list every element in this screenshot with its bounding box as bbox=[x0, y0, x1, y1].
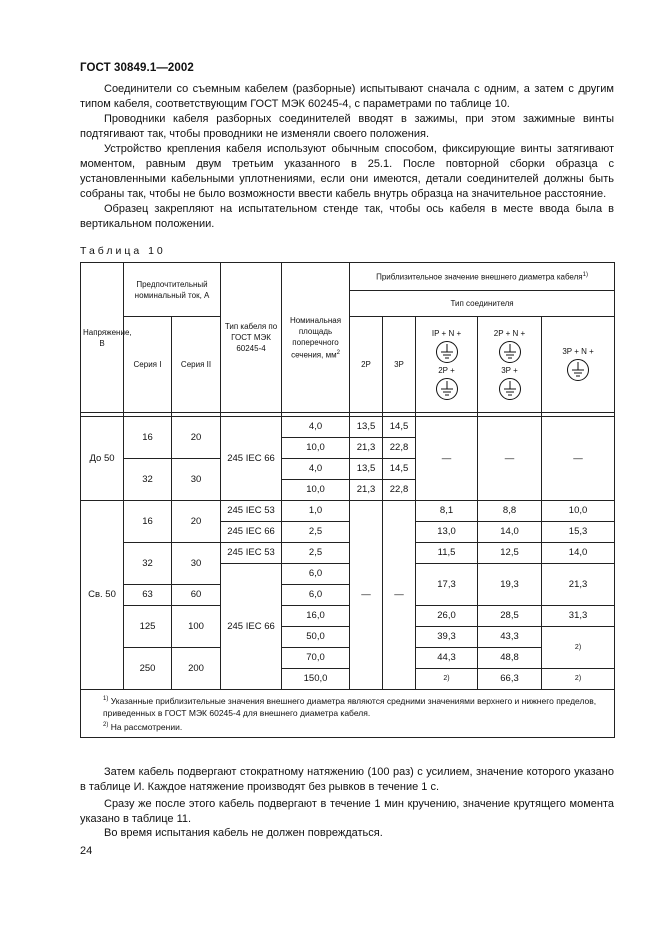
area-cell: 2,5 bbox=[282, 543, 350, 564]
value-cell: 48,8 bbox=[478, 648, 542, 669]
cable-type-cell: 245 IEC 53 bbox=[221, 543, 282, 564]
cable-diameter-table bbox=[80, 262, 615, 738]
area-cell: 150,0 bbox=[282, 669, 350, 690]
paragraph-5: Затем кабель подвергают стократному натяжению (100 раз) с усилием, значение которого указано в таблице И. Каждое натяжение производят без рывков в течение 1 с. bbox=[80, 766, 614, 793]
header-connector-type: Тип соединителя bbox=[350, 291, 615, 317]
table-caption: Таблица 10 bbox=[80, 245, 166, 257]
value-cell: — bbox=[383, 501, 416, 690]
value-cell: — bbox=[350, 501, 383, 690]
table-footnotes bbox=[81, 690, 615, 738]
series2-cell: 100 bbox=[172, 606, 221, 648]
value-cell: 13,0 bbox=[416, 522, 478, 543]
area-cell: 4,0 bbox=[282, 459, 350, 480]
paragraph-7: Во время испытания кабель не должен повреждаться. bbox=[104, 827, 383, 839]
area-cell: 2,5 bbox=[282, 522, 350, 543]
value-cell: 13,5 bbox=[350, 459, 383, 480]
value-cell: 15,3 bbox=[542, 522, 615, 543]
area-cell: 16,0 bbox=[282, 606, 350, 627]
table-row bbox=[81, 606, 615, 627]
paragraph-1: Соединители со съемным кабелем (разборные) испытывают сначала с одним, а затем с другим типом кабеля, соответствующим ГОСТ МЭК 60245-4, с параметрами по таблице 10. bbox=[80, 83, 614, 110]
value-cell: 10,0 bbox=[542, 501, 615, 522]
series1-cell: 125 bbox=[124, 606, 172, 648]
value-cell: 17,3 bbox=[416, 564, 478, 606]
value-cell: 13,5 bbox=[350, 417, 383, 438]
ground-icon bbox=[498, 340, 522, 364]
header-2p: 2P bbox=[350, 317, 383, 413]
value-cell: 11,5 bbox=[416, 543, 478, 564]
cable-type-cell: 245 IEC 66 bbox=[221, 417, 282, 501]
series2-cell: 20 bbox=[172, 417, 221, 459]
value-cell: 8,1 bbox=[416, 501, 478, 522]
table-row bbox=[81, 417, 615, 438]
ground-icon bbox=[566, 358, 590, 382]
paragraph-6: Сразу же после этого кабель подвергают в течение 1 мин кручению, значение крутящего момента указано в таблице 11. bbox=[80, 798, 614, 825]
voltage-cell: До 50 bbox=[81, 417, 124, 501]
area-cell: 4,0 bbox=[282, 417, 350, 438]
value-cell: 19,3 bbox=[478, 564, 542, 606]
value-cell: 2) bbox=[416, 669, 478, 690]
series2-cell: 30 bbox=[172, 543, 221, 585]
ground-icon bbox=[498, 377, 522, 401]
table-row bbox=[81, 648, 615, 669]
value-cell: 31,3 bbox=[542, 606, 615, 627]
value-cell: 21,3 bbox=[542, 564, 615, 606]
page-number: 24 bbox=[80, 845, 93, 857]
value-cell: 8,8 bbox=[478, 501, 542, 522]
voltage-cell: Св. 50 bbox=[81, 501, 124, 690]
value-cell: 26,0 bbox=[416, 606, 478, 627]
header-3p: 3P bbox=[383, 317, 416, 413]
series1-cell: 16 bbox=[124, 501, 172, 543]
value-cell: — bbox=[542, 417, 615, 501]
value-cell: 2) bbox=[542, 669, 615, 690]
series2-cell: 60 bbox=[172, 585, 221, 606]
value-cell: 14,0 bbox=[542, 543, 615, 564]
header-area: Номинальная площадь поперечного сечения, $мм^2$ bbox=[282, 263, 350, 413]
header-voltage: Напряжение, В bbox=[81, 263, 124, 413]
header-conn-c: 3P + N + bbox=[542, 317, 615, 413]
series2-cell: 30 bbox=[172, 459, 221, 501]
area-cell: 6,0 bbox=[282, 585, 350, 606]
series2-cell: 20 bbox=[172, 501, 221, 543]
series1-cell: 32 bbox=[124, 459, 172, 501]
paragraph-3: Устройство крепления кабеля используют обычным способом, фиксирующие винты затягивают моментом, равным двум третьим указанного в 25.1. После повторной сборки образца с установленными кабельными уплотнениями, если они имеются, детали соединителей должны быть собраны так, чтобы не было возможности ввести кабель внутрь образца на значительное расстояние. bbox=[80, 143, 614, 200]
area-cell: 1,0 bbox=[282, 501, 350, 522]
ground-icon bbox=[435, 340, 459, 364]
value-cell: 12,5 bbox=[478, 543, 542, 564]
value-cell: 22,8 bbox=[383, 480, 416, 501]
series1-cell: 63 bbox=[124, 585, 172, 606]
value-cell: 43,3 bbox=[478, 627, 542, 648]
cable-type-cell: 245 IEC 66 bbox=[221, 522, 282, 543]
series1-cell: 32 bbox=[124, 543, 172, 585]
value-cell: 14,5 bbox=[383, 459, 416, 480]
footnote-2: $^{2)}$ На рассмотрении. bbox=[103, 721, 183, 732]
header-series-2: Серия II bbox=[172, 317, 221, 413]
cable-type-cell: 245 IEC 66 bbox=[221, 564, 282, 690]
area-cell: 10,0 bbox=[282, 438, 350, 459]
area-cell: 10,0 bbox=[282, 480, 350, 501]
header-diameter: Приблизительное значение внешнего диаметра кабеля$^{1)}$ bbox=[350, 263, 615, 291]
header-series-1: Серия I bbox=[124, 317, 172, 413]
footnote-1: $^{1)}$ Указанные приблизительные значения внешнего диаметра являются средними значениями верхнего и нижнего пределов, приведенных в ГОСТ МЭК 60245-4 для внешнего диаметра кабеля. bbox=[103, 695, 597, 718]
ground-icon bbox=[435, 377, 459, 401]
series1-cell: 250 bbox=[124, 648, 172, 690]
value-cell: 22,8 bbox=[383, 438, 416, 459]
paragraph-4: Образец закрепляют на испытательном стенде так, чтобы ось кабеля в месте ввода была в вертикальном положении. bbox=[80, 203, 614, 230]
value-cell: 66,3 bbox=[478, 669, 542, 690]
paragraph-2: Проводники кабеля разборных соединителей вводят в зажимы, при этом зажимные винты подтягивают так, чтобы проводники не изменяли своего положения. bbox=[80, 113, 614, 140]
cable-type-cell: 245 IEC 53 bbox=[221, 501, 282, 522]
header-current: Предпочтительный номинальный ток, А bbox=[124, 263, 221, 317]
header-cable-type: Тип кабеля по ГОСТ МЭК 60245-4 bbox=[221, 263, 282, 413]
area-cell: 70,0 bbox=[282, 648, 350, 669]
header-conn-b: 2P + N + 3P + bbox=[478, 317, 542, 413]
value-cell: 44,3 bbox=[416, 648, 478, 669]
area-cell: 50,0 bbox=[282, 627, 350, 648]
series1-cell: 16 bbox=[124, 417, 172, 459]
area-cell: 6,0 bbox=[282, 564, 350, 585]
value-cell: 14,0 bbox=[478, 522, 542, 543]
table-row bbox=[81, 501, 615, 522]
value-cell: 21,3 bbox=[350, 480, 383, 501]
table-row bbox=[81, 543, 615, 564]
value-cell: 28,5 bbox=[478, 606, 542, 627]
value-cell: — bbox=[416, 417, 478, 501]
value-cell: 2) bbox=[542, 627, 615, 669]
value-cell: 39,3 bbox=[416, 627, 478, 648]
value-cell: 14,5 bbox=[383, 417, 416, 438]
series2-cell: 200 bbox=[172, 648, 221, 690]
value-cell: — bbox=[478, 417, 542, 501]
header-conn-a: IP + N + 2P + bbox=[416, 317, 478, 413]
value-cell: 21,3 bbox=[350, 438, 383, 459]
document-header: ГОСТ 30849.1—2002 bbox=[80, 62, 194, 74]
